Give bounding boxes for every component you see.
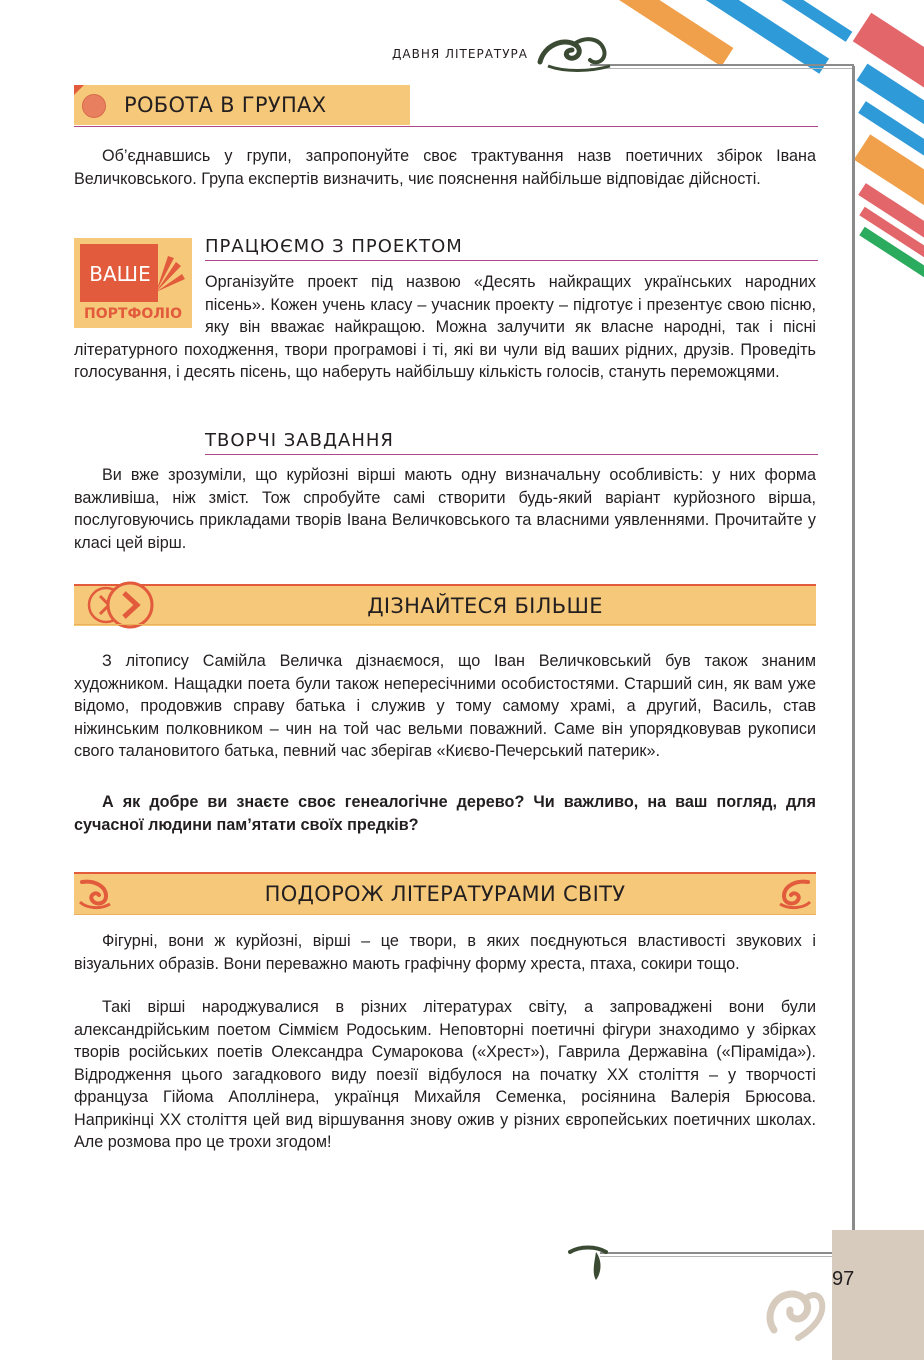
running-head: ДАВНЯ ЛІТЕРАТУРА <box>392 47 528 61</box>
creative-rule <box>205 454 818 455</box>
learn-more-question: А як добре ви знаєте своє генеалогічне дерево? Чи важливо, на ваш погляд, для сучасної людини пам’ятати своїх предків? <box>74 793 816 834</box>
corner-beige-block <box>832 1230 924 1360</box>
portfolio-badge-bottom: ПОРТФОЛІО <box>84 306 182 322</box>
bottom-ornament-icon <box>566 1240 614 1284</box>
world-lit-text-2: Такі вірші народжувалися в різних літературах світу, а запроваджені вони були александрійським поетом Сіммієм Родоським. Неповторні поетичні фігури знаходимо у збірках творів російських поетів Олександра Сумарокова («Хрест»), Гаврила Державіна («Піраміда»). Відродження цього загадкового виду поезії відбулося на початку XX століття – у творчості француза Гійома Аполлінера, українця Михайля Семенка, росіянина Валерія Брюсова. Наприкінці XX століття цей вид віршування знову ожив у різних європейських поетичних школах. Але розмова про це трохи згодом! <box>74 998 816 1151</box>
project-title: ПРАЦЮЄМО З ПРОЕКТОМ <box>205 236 463 257</box>
group-work-rule <box>74 126 818 127</box>
frame-right-line <box>852 66 855 1230</box>
frame-bottom-line-inner <box>600 1256 852 1257</box>
project-text: Організуйте проект під назвою «Десять найкращих українських народних пісень». Кожен учень класу – учасник проекту – підготує і презентує свою пісню, яку він вважає найкращою. Можна залучити як власне народні, так і пісні літературного походження, твори програмові і ті, які ви чули від ваших рідних, друзів. Проведіть голосування, і десять пісень, що наберуть найбільшу кількість голосів, стануть переможцями. <box>74 273 816 381</box>
group-work-text: Об’єднавшись у групи, запропонуйте своє трактування назв поетичних збірок Івана Величковського. Група експертів визначить, чиє пояснення найбільше відповідає дійсності. <box>74 147 816 188</box>
learn-more-text: З літопису Самійла Величка дізнаємося, що Іван Величковський був також знаним художником. Нащадки поета були також непересічними особистостями. Старший син, як вам уже відомо, продовжив справу батька і служив у тому самому храмі, а другий, Василь, став ніжинським полковником – чин на той час вельми поважний. Саме він упорядковував рукописи свого талановитого батька, певний час зберігав «Києво-Печерський патерик». <box>74 652 816 760</box>
corner-swirl-ornament-icon <box>760 1280 830 1344</box>
world-lit-header <box>74 874 816 914</box>
frame-top-line-inner <box>590 68 852 69</box>
frame-top-line <box>590 64 854 66</box>
group-work-dot-icon <box>82 94 106 118</box>
portfolio-badge-top: ВАШЕ <box>89 262 151 286</box>
world-lit-text-1: Фігурні, вони ж курйозні, вірші – це твори, в яких поєднуються властивості звукових і візуальних образів. Вони переважно мають графічну форму хреста, птаха, сокири тощо. <box>74 932 816 973</box>
world-lit-title: ПОДОРОЖ ЛІТЕРАТУРАМИ СВІТУ <box>264 882 626 906</box>
learn-more-header <box>74 586 816 626</box>
group-work-header <box>74 85 410 125</box>
page-number: 97 <box>832 1268 855 1290</box>
world-lit-bottom-line <box>74 914 816 915</box>
top-ornament-icon <box>534 28 614 74</box>
creative-title: ТВОРЧІ ЗАВДАННЯ <box>205 430 394 451</box>
learn-more-bottom-line <box>74 624 816 625</box>
frame-bottom-line <box>600 1252 854 1254</box>
creative-text: Ви вже зрозуміли, що курйозні вірші мають одну визначальну особливість: у них форма важливіша, ніж зміст. Тож спробуйте самі створити будь-який варіант курйозного вірша, послуговуючись прикладами творів Івана Величковського та власними уявленнями. Прочитайте у класі цей вірш. <box>74 466 816 552</box>
project-rule <box>205 260 818 261</box>
group-work-title: РОБОТА В ГРУПАХ <box>124 93 327 117</box>
learn-more-title: ДІЗНАЙТЕСЯ БІЛЬШЕ <box>367 594 603 618</box>
